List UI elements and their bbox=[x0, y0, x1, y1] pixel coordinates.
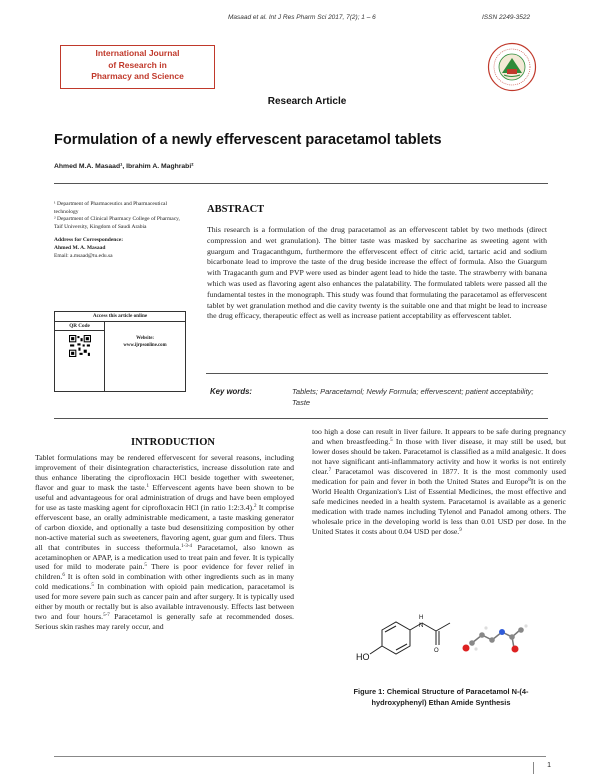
access-article-box bbox=[54, 311, 186, 392]
svg-text:O: O bbox=[434, 648, 439, 654]
introduction-column-right: too high a dose can result in liver failure. It appears to be safe during pregnancy and when breastfeeding.$^5$ In those with liver disease, it may still be used, but lower doses should be taken. Paracetamol is classified as a mild analgesic. It does not have significant anti-inflammatory activity and how it works is not entirely clear.$^7$ Paracetamol was discovered in 1877. It is the most commonly used medication for pain and fever in both the United States and Europe$^8$It is on the World Health Organization's List of Essential Medicines, the most effective and safe medicines needed in a health system. Paracetamol is available as a generic medication with trade names including Tylenol and Panadol among others. The wholesale price in the developing world is less than 0.01 USD per dose. In the United States it costs about 0.04 USD per dose.$^9$ bbox=[312, 427, 566, 536]
journal-name-line: Pharmacy and Science bbox=[91, 71, 184, 81]
introduction-heading: INTRODUCTION bbox=[130, 437, 215, 448]
qr-code-label: QR Code bbox=[55, 322, 104, 331]
divider bbox=[206, 373, 548, 374]
affiliation-2: ² Department of Clinical Pharmacy College of Pharmacy, Taif University, Kingdom of Saudi Arabia bbox=[54, 216, 180, 230]
correspondence-heading: Address for Correspondence: bbox=[54, 237, 124, 244]
affiliation-block bbox=[54, 201, 186, 260]
abstract-text: This research is a formulation of the drug paracetamol as an effervescent tablet by two methods (direct compression and wet granulation). The bitter taste was masked by saccharine as sweeting agent with guargum and Tragacanthgum, furthermore the effervescent effect of citric acid, tartaric acid and sodium bicarbonate lead to improve the taste of the drug beside increase the effect of formula. Also the Guargum with Tragacanth gum and PVP were used as binder agent lead to hide the taste. The strawberry with banana which was used as flavoring agent also enhances the palatability. The formulated tablets were passed all the fundamental testes in the monograph. This study was found that formulating the paracetamol as effervescent tablet by wet granulation method and die cavity twenty is the suitable one and that might be lead to increase the drug efficacy, therapeutic effect as well as increase patient acceptability as effervescent tablet. bbox=[207, 225, 547, 321]
keywords-label: Key words: bbox=[210, 387, 253, 396]
website-label: Website: bbox=[136, 336, 154, 341]
divider bbox=[54, 418, 548, 419]
issn-line: ISSN 2249-3522 bbox=[482, 14, 531, 21]
journal-name-box bbox=[60, 45, 215, 89]
correspondence-name: Ahmed M. A. Masaad bbox=[54, 244, 106, 251]
svg-text:H: H bbox=[419, 615, 424, 621]
hydroxyl-label: HO bbox=[356, 652, 370, 662]
journal-seal-logo bbox=[487, 42, 537, 92]
introduction-column-left: Tablet formulations may be rendered effervescent for several reasons, including improvement of their disintegration characteristics, increase dissolution rate and thus enhance liberating the ciprofloxacin HCl beside together with sweetener, flavor and guar to mask the taste.$^1$ Effervescent agents have been shown to be useful and advantageous for oral administration of drugs and have been employed for use as taste masking agent for ciprofloxacin HCl (in ratio 1:2:3.4).$^2$ It comprise effervescent base, an orally administrable medicament, a taste masking generator of carbon dioxide, and optionally a taste bud desensitizing composition by other non-active material such as sweeteners, flavoring agent, guar gum and filers. Thus all that contributes in success theformula.$^{1-3-4}$ Paracetamol, also known as acetaminophen or APAP, is a medication used to treat pain and fever. It is typically used for mild to moderate pain.$^5$ There is poor evidence for fever relief in children.$^6$ It is often sold in combination with other ingredients such as in many cold medications.$^5$ In combination with opioid pain medication, paracetamol is used for more severe pain such as cancer pain and after surgery. It is typically used either by mouth or rectally but is also available intravenously. Effects last between two and four hours.$^{5-7}$ Paracetamol is generally safe at recommended doses. Serious skin rashes may rarely occur, and bbox=[35, 453, 295, 632]
svg-text:N: N bbox=[419, 623, 424, 629]
citation-line: Masaad et al. Int J Res Pharm Sci 2017, 7(2); 1 – 6 bbox=[228, 14, 376, 21]
journal-name-line: of Research in bbox=[108, 59, 167, 70]
author-list: Ahmed M.A. Masaad¹, Ibrahim A. Maghrabi² bbox=[54, 163, 194, 170]
article-title: Formulation of a newly effervescent paracetamol tablets bbox=[54, 132, 442, 148]
access-heading: Access this article online bbox=[55, 312, 185, 322]
page-number: 1 bbox=[533, 762, 551, 774]
divider bbox=[54, 183, 548, 184]
website-url[interactable]: www.ijrpsonline.com bbox=[123, 342, 167, 348]
article-type: Research Article bbox=[267, 96, 347, 107]
affiliation-1: ¹ Department of Pharmaceutics and Pharmaceutical technology bbox=[54, 201, 167, 215]
correspondence-email: Email: a.msaad@tu.edu.sa bbox=[54, 252, 113, 259]
abstract-heading: ABSTRACT bbox=[207, 204, 265, 215]
keywords-text: Tablets; Paracetamol; Newly Formula; effervescent; patient acceptability; Taste bbox=[292, 387, 534, 407]
figure-caption: Figure 1: Chemical Structure of Paracetamol N-(4- hydroxyphenyl) Ethan Amide Synthesis bbox=[353, 687, 529, 707]
qr-code-icon[interactable] bbox=[69, 335, 91, 357]
footer-divider bbox=[54, 756, 546, 757]
paracetamol-structure-figure bbox=[340, 588, 540, 683]
journal-name-line: International Journal bbox=[95, 48, 180, 58]
